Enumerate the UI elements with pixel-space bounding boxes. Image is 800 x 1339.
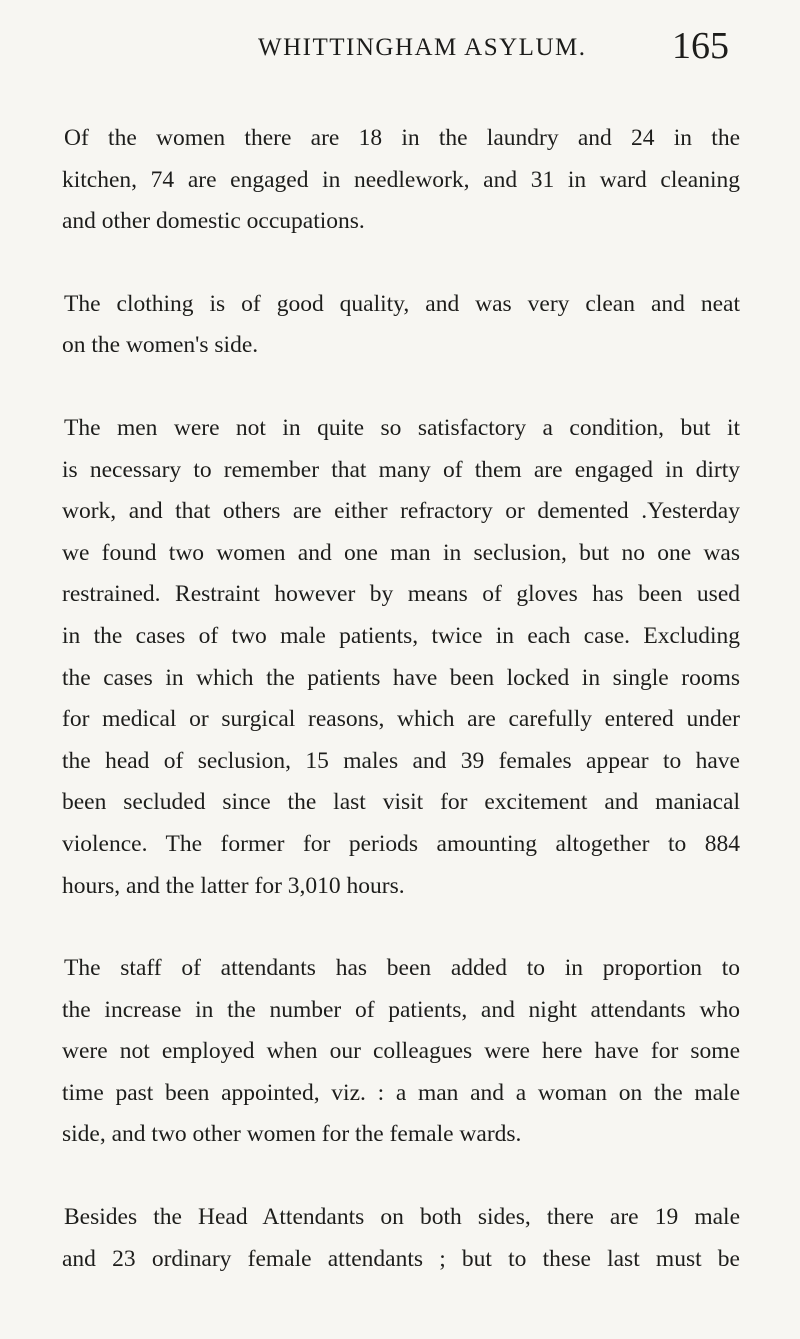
text-line: in the cases of two male patients, twice in each case. Excluding	[62, 622, 740, 649]
text-line: work, and that others are either refractory or demented .Yesterday	[62, 498, 740, 525]
text-line: side, and two other women for the female wards.	[62, 1121, 522, 1148]
text-line: is necessary to remember that many of them are engaged in dirty	[62, 456, 740, 483]
text-line: violence. The former for periods amounting altogether to 884	[62, 830, 740, 857]
text-line: the increase in the number of patients, and night attendants who	[62, 996, 740, 1023]
text-line: kitchen, 74 are engaged in needlework, and 31 in ward cleaning	[62, 166, 740, 193]
text-line: The clothing is of good quality, and was very clean and neat	[64, 290, 740, 317]
text-line: hours, and the latter for 3,010 hours.	[62, 872, 405, 899]
paragraph-seclusion	[62, 408, 740, 907]
paragraph-clothing	[62, 284, 740, 367]
text-line: on the women's side.	[62, 332, 259, 359]
text-line: Besides the Head Attendants on both sides, there are 19 male	[64, 1204, 740, 1231]
text-line: the cases in which the patients have been locked in single rooms	[62, 664, 740, 691]
paragraph-head-attendants	[62, 1197, 740, 1280]
paragraph-attendants-staff	[62, 948, 740, 1156]
text-line: for medical or surgical reasons, which are carefully entered under	[62, 706, 740, 733]
text-line: the head of seclusion, 15 males and 39 females appear to have	[62, 747, 740, 774]
text-line: we found two women and one man in seclusion, but no one was	[62, 539, 740, 566]
page-number: 165	[672, 25, 729, 67]
body-text	[62, 118, 740, 1321]
paragraph-women-occupations	[62, 118, 740, 243]
text-line: time past been appointed, viz. : a man and a woman on the male	[62, 1079, 740, 1106]
text-line: The staff of attendants has been added to in proportion to	[64, 955, 740, 982]
text-line: The men were not in quite so satisfactory a condition, but it	[64, 414, 740, 441]
text-line: and other domestic occupations.	[62, 208, 365, 235]
text-line: Of the women there are 18 in the laundry and 24 in the	[64, 125, 740, 151]
text-line: and 23 ordinary female attendants ; but to these last must be	[62, 1245, 740, 1272]
running-head-title: WHITTINGHAM ASYLUM.	[258, 34, 587, 61]
text-line: restrained. Restraint however by means of gloves has been used	[62, 581, 740, 608]
text-line: been secluded since the last visit for excitement and maniacal	[62, 789, 740, 816]
text-line: were not employed when our colleagues were here have for some	[62, 1038, 740, 1065]
